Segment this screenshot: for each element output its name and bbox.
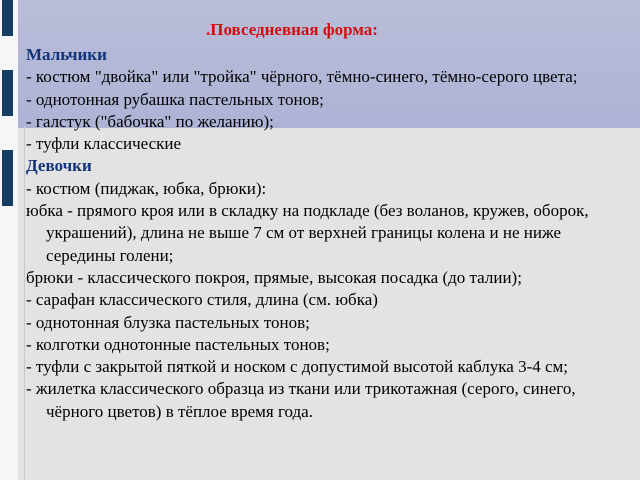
list-item: - жилетка классического образца из ткани или трикотажная (серого, синего, чёрного цветов) в тёплое время года. bbox=[26, 379, 576, 421]
list-item: - галстук ("бабочка" по желанию); bbox=[26, 111, 274, 131]
rail-bar bbox=[2, 70, 13, 116]
list-item: - костюм (пиджак, юбка, брюки): bbox=[26, 178, 267, 198]
slide-title: .Повседневная форма: bbox=[206, 20, 378, 39]
list-item: - туфли классические bbox=[26, 134, 182, 154]
boys-heading: Мальчики bbox=[26, 45, 107, 64]
list-item: брюки - классического покроя, прямые, высокая посадка (до талии); bbox=[26, 267, 522, 287]
left-decor-rail bbox=[0, 0, 18, 480]
list-item: юбка - прямого кроя или в складку на подкладе (без воланов, кружев, оборок, украшений), длина не выше 7 см от верхней границы колена и не ниже середины голени; bbox=[26, 201, 589, 265]
list-item: - туфли с закрытой пяткой и носком с допустимой высотой каблука 3-4 см; bbox=[26, 357, 569, 377]
list-item: - однотонная рубашка пастельных тонов; bbox=[26, 89, 324, 109]
rail-bar bbox=[2, 0, 13, 36]
slide-content bbox=[26, 16, 632, 423]
rail-bar bbox=[2, 150, 13, 206]
list-item: - колготки однотонные пастельных тонов; bbox=[26, 334, 330, 354]
list-item: - однотонная блузка пастельных тонов; bbox=[26, 312, 310, 332]
list-item: - костюм "двойка" или "тройка" чёрного, тёмно-синего, тёмно-серого цвета; bbox=[26, 67, 578, 87]
list-item: - сарафан классического стиля, длина (см. юбка) bbox=[26, 290, 378, 310]
girls-heading: Девочки bbox=[26, 156, 92, 176]
divider-line bbox=[24, 126, 25, 480]
